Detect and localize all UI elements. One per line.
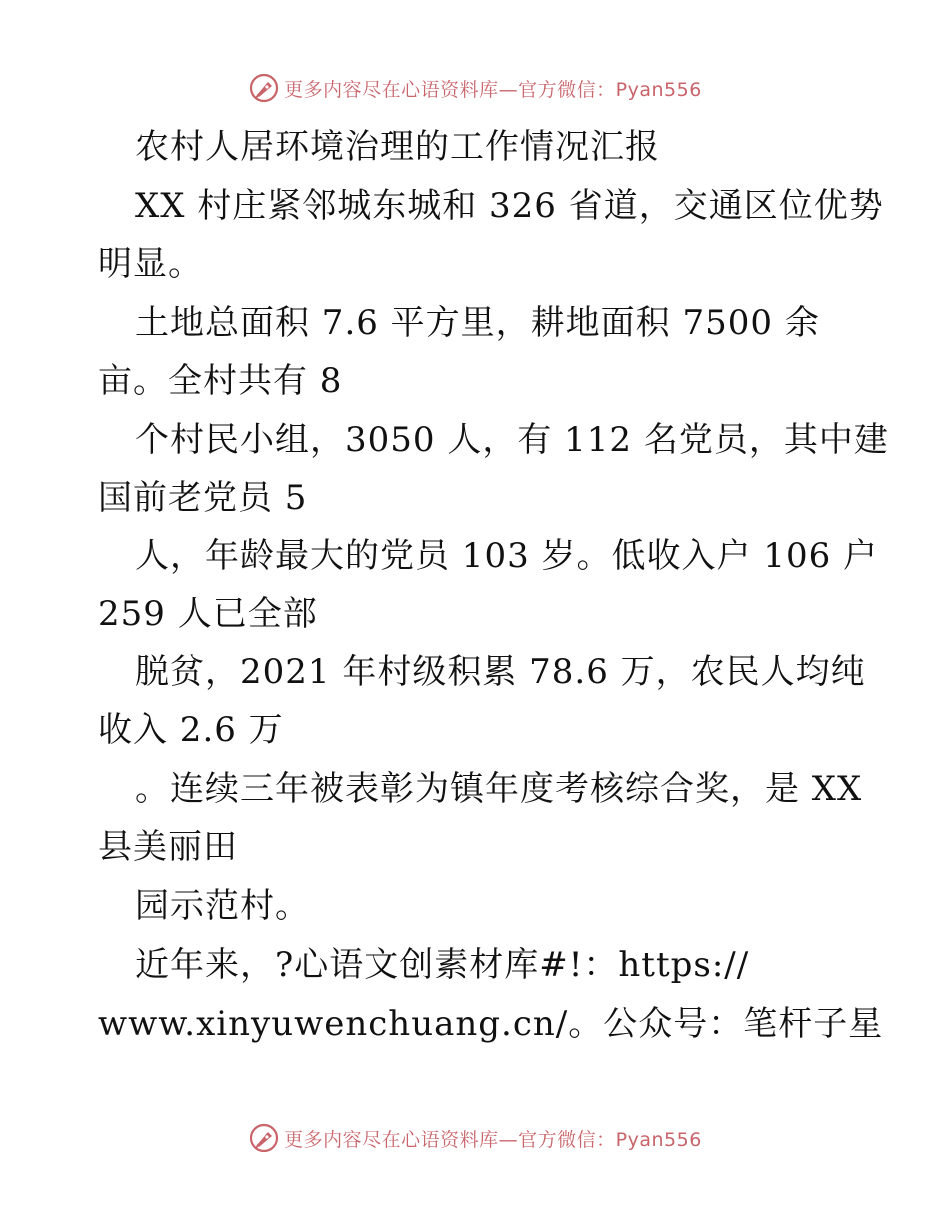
- document-title: 农村人居环境治理的工作情况汇报: [135, 127, 660, 167]
- paragraph-line: 明显。: [98, 244, 203, 284]
- paragraph-line: 亩。全村共有 8: [98, 361, 343, 401]
- banner-text: 更多内容尽在心语资料库—官方微信：Pyan556: [284, 1128, 702, 1151]
- paragraph-line: 园示范村。: [135, 886, 310, 926]
- paragraph-line: 。连续三年被表彰为镇年度考核综合奖，是 XX: [135, 769, 863, 809]
- paragraph-line: 人，年龄最大的党员 103 岁。低收入户 106 户: [135, 536, 879, 576]
- paragraph-line: 个村民小组，3050 人，有 112 名党员，其中建: [135, 420, 889, 460]
- paragraph-line: 259 人已全部: [98, 594, 318, 634]
- paragraph-line: 收入 2.6 万: [98, 710, 284, 750]
- paragraph-line: www.xinyuwenchuang.cn/。公众号：笔杆子星: [98, 1004, 884, 1044]
- paragraph-line: 土地总面积 7.6 平方里，耕地面积 7500 余: [135, 303, 820, 343]
- paragraph-line: 县美丽田: [98, 827, 238, 867]
- paragraph-line: 近年来，?心语文创素材库#!：https://: [135, 945, 750, 985]
- paragraph-line: 脱贫，2021 年村级积累 78.6 万，农民人均纯: [135, 652, 866, 692]
- pen-nib-logo-icon: [248, 72, 280, 104]
- banner-text: 更多内容尽在心语资料库—官方微信：Pyan556: [284, 78, 702, 101]
- paragraph-line: 国前老党员 5: [98, 478, 308, 518]
- paragraph-line: XX 村庄紧邻城东城和 326 省道，交通区位优势: [135, 186, 884, 226]
- pen-nib-logo-icon: [248, 1122, 280, 1154]
- header-watermark-banner: [0, 70, 950, 106]
- footer-watermark-banner: [0, 1120, 950, 1156]
